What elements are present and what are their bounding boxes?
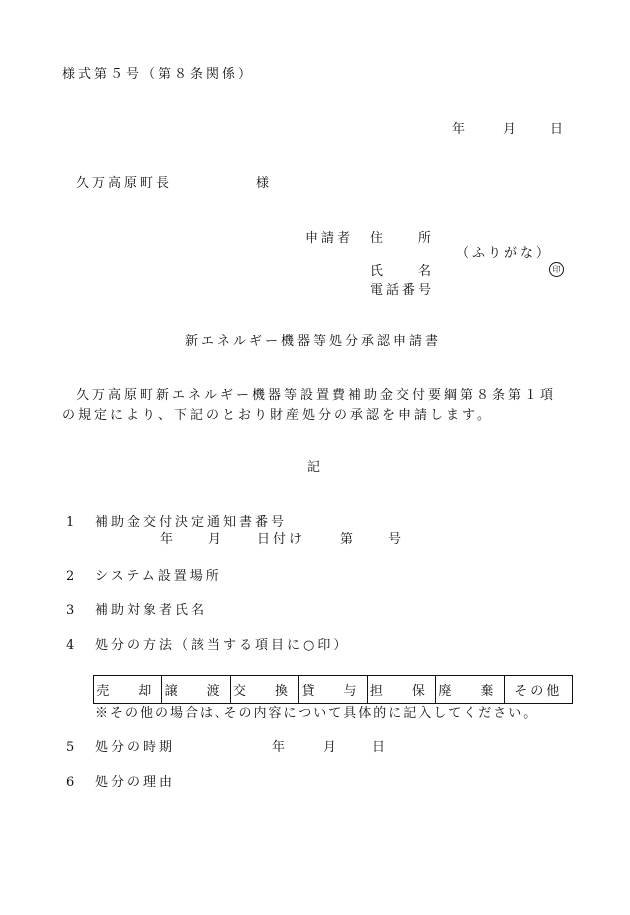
method-cell-other: その他 (504, 676, 572, 704)
document-title: 新エネルギー機器等処分承認申請書 (185, 334, 442, 349)
applicant-name-label: 氏 名 (370, 264, 435, 279)
notice-dai: 第 (340, 532, 357, 547)
date-year: 年 (452, 122, 469, 137)
date-day: 日 (550, 122, 567, 137)
body-line-1: 久万高原町新エネルギー機器等設置費補助金交付要綱第８条第１項 (76, 388, 557, 403)
body-line-2: の規定により、下記のとおり財産処分の承認を申請します。 (62, 408, 493, 423)
notice-month: 月 (208, 532, 225, 547)
date-month: 月 (503, 122, 520, 137)
item-number: 1 (66, 515, 78, 530)
other-note: ※その他の場合は､その内容について具体的に記入してください。 (95, 706, 539, 721)
notice-year: 年 (160, 532, 177, 547)
item-number: 6 (66, 775, 78, 790)
applicant-phone-label: 電話番号 (370, 283, 435, 298)
notice-dated: 日付け (257, 532, 306, 547)
method-cell-lend: 貸 与 (299, 676, 367, 704)
disposal-method-table (93, 675, 573, 704)
item-label: 処分の方法（該当する項目に○印） (95, 638, 350, 653)
addressee-name: 久万高原町長 (76, 176, 173, 191)
applicant-address-label: 住 所 (370, 231, 435, 246)
item-label: 処分の時期 (95, 740, 176, 755)
ki-heading: 記 (307, 460, 324, 475)
item-label: 補助金交付決定通知書番号 (95, 515, 288, 530)
table-row (94, 676, 573, 704)
item-number: 4 (66, 638, 78, 653)
item-label: 補助対象者氏名 (95, 603, 208, 618)
method-cell-disposal: 廃 棄 (436, 676, 504, 704)
applicant-furigana-label: （ふりがな） (456, 246, 553, 261)
item-number: 3 (66, 603, 78, 618)
notice-go: 号 (388, 532, 405, 547)
method-cell-transfer: 譲 渡 (162, 676, 230, 704)
addressee-honorific: 様 (256, 176, 273, 191)
item-label: 処分の理由 (95, 775, 176, 790)
form-number: 様式第５号（第８条関係） (62, 67, 255, 82)
method-cell-sale: 売 却 (94, 676, 162, 704)
method-cell-collateral: 担 保 (367, 676, 435, 704)
item-number: 5 (66, 740, 78, 755)
disposal-day: 日 (372, 740, 389, 755)
method-cell-exchange: 交 換 (230, 676, 298, 704)
item-number: 2 (66, 569, 78, 584)
item-label: システム設置場所 (95, 569, 222, 584)
applicant-label: 申請者 (305, 231, 354, 246)
disposal-month: 月 (323, 740, 340, 755)
disposal-year: 年 (272, 740, 289, 755)
seal-mark: 印 (549, 262, 564, 277)
